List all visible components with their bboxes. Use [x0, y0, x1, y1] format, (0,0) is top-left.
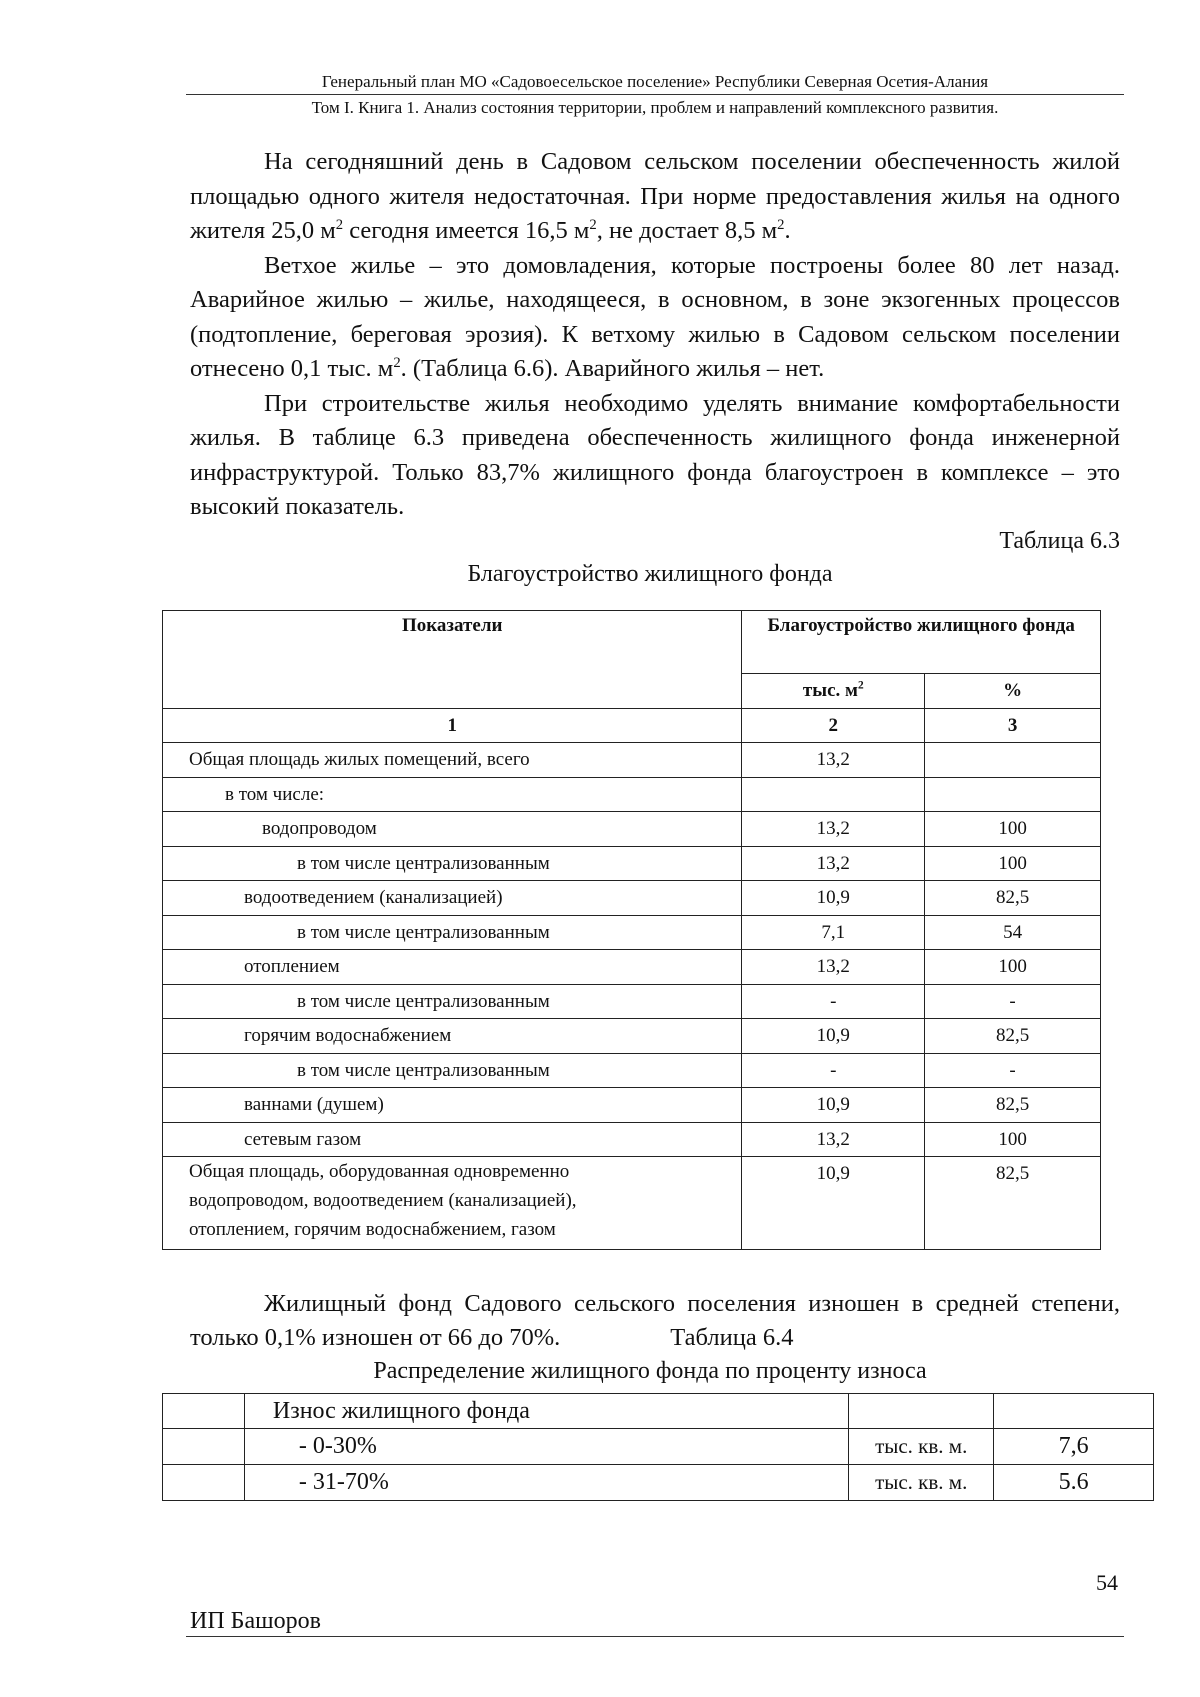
- table-6-4-title: Распределение жилищного фонда по проценту износа: [373, 1358, 927, 1384]
- table-row: в том числе централизованным 7,1 54: [163, 915, 1101, 950]
- header-title: Генеральный план МО «Садовоесельское поселение» Республики Северная Осетия-Алания: [321, 72, 989, 91]
- header-subtitle: Том I. Книга 1. Анализ состояния территории, проблем и направлений комплексного развития.: [311, 98, 999, 117]
- table-row: - 0-30% тыс. кв. м. 7,6: [163, 1429, 1154, 1465]
- table-row: в том числе централизованным - -: [163, 1053, 1101, 1088]
- paragraph-2: Ветхое жилье – это домовладения, которые построены более 80 лет назад. Аварийное жилью – жилье, находящееся, в основном, в зоне экзогенных процессов (подтопление, береговая эрозия). К ветхому жилью в Садовом сельском поселении отнесено 0,1 тыс. $м^2$. (Таблица 6.6). Аварийного жилья – нет.: [190, 251, 1120, 382]
- table-6-4-header: Износ жилищного фонда: [244, 1394, 848, 1429]
- table-row: сетевым газом 13,2 100: [163, 1122, 1101, 1157]
- paragraph-4-block: [190, 1287, 1120, 1355]
- table-row: в том числе централизованным - -: [163, 984, 1101, 1019]
- table-cell-empty: [994, 1394, 1154, 1429]
- table-row: водопроводом 13,2 100: [163, 812, 1101, 847]
- table-6-4-number: Таблица 6.4: [670, 1324, 794, 1351]
- table-row: отоплением 13,2 100: [163, 950, 1101, 985]
- table-row: - 31-70% тыс. кв. м. 5.6: [163, 1465, 1154, 1501]
- table-cell-empty: [849, 1394, 994, 1429]
- page-number: 54: [1096, 1570, 1118, 1595]
- table-row: горячим водоснабжением 10,9 82,5: [163, 1019, 1101, 1054]
- table-header-group: Благоустройство жилищного фонда: [742, 611, 1101, 674]
- table-row: в том числе централизованным 13,2 100: [163, 846, 1101, 881]
- footer-author: ИП Башоров: [190, 1608, 321, 1634]
- table-row: Общая площадь жилых помещений, всего 13,2: [163, 743, 1101, 778]
- table-cell-empty: [163, 1394, 245, 1429]
- paragraph-4: Жилищный фонд Садового сельского поселения изношен в средней степени, только 0,1% изношен от 66 до 70%. Таблица 6.4: [190, 1290, 1120, 1351]
- footer-rule: [186, 1636, 1124, 1637]
- table-row: в том числе:: [163, 777, 1101, 812]
- body-text: [190, 145, 1120, 525]
- paragraph-3: При строительстве жилья необходимо уделять внимание комфортабельности жилья. В таблице 6.3 приведена обеспеченность жилищного фонда инженерной инфраструктурой. Только 83,7% жилищного фонда благоустроен в комплексе – это высокий показатель.: [190, 389, 1120, 520]
- table-6-4: [162, 1393, 1154, 1501]
- table-header-unit-percent: %: [925, 674, 1101, 709]
- table-6-3-number: Таблица 6.3: [999, 528, 1120, 554]
- table-6-3-title: Благоустройство жилищного фонда: [467, 561, 833, 587]
- header-rule: [186, 94, 1124, 95]
- table-row: водоотведением (канализацией) 10,9 82,5: [163, 881, 1101, 916]
- table-row: Общая площадь, оборудованная одновременно водопроводом, водоотведением (канализацией), отоплением, горячим водоснабжением, газом 10,9 82,5: [163, 1157, 1101, 1250]
- table-column-numbers: 1 2 3: [163, 708, 1101, 743]
- paragraph-1: На сегодняшний день в Садовом сельском поселении обеспеченность жилой площадью одного жителя недостаточная. При норме предоставления жилья на одного жителя 25,0 $м^2$ сегодня имеется 16,5 $м^2$, не достает 8,5 $м^2$.: [190, 148, 1120, 244]
- table-row: ваннами (душем) 10,9 82,5: [163, 1088, 1101, 1123]
- table-6-3: [162, 610, 1101, 1250]
- table-header-indicators: Показатели: [163, 611, 742, 709]
- table-header-unit-thousand-m2: тыс. $м^2$: [742, 674, 925, 709]
